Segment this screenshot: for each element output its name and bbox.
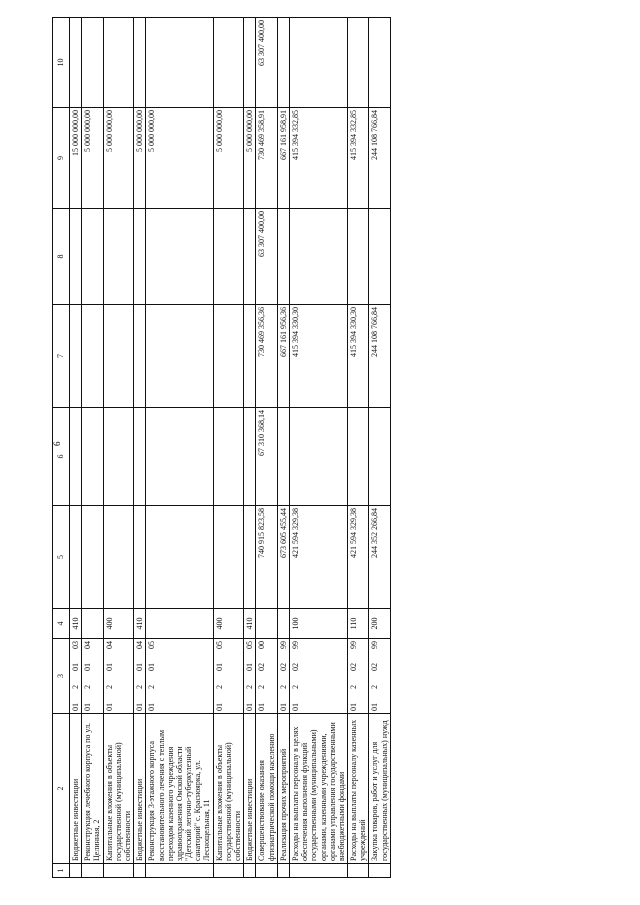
row-name: Бюджетные инвестиции [134, 714, 146, 864]
table-row [348, 18, 369, 878]
code-part: 01 [349, 703, 359, 711]
target-code [277, 639, 289, 714]
amount-c8 [82, 209, 103, 305]
amount-c10 [134, 18, 146, 108]
code-part: 01 [104, 703, 114, 711]
amount-c9: 5 000 000,00 [134, 108, 146, 209]
target-code [256, 639, 277, 714]
column-header: 8 [53, 209, 70, 305]
amount-c5 [244, 506, 256, 609]
amount-c9: 5 000 000,00 [146, 108, 213, 209]
empty-cell [244, 864, 256, 878]
row-name: Реконструкция лечебного корпуса по ул. Целинная, 2 [82, 714, 103, 864]
code-part: 01 [245, 703, 255, 711]
table-row [134, 18, 146, 878]
code-part: 00 [257, 641, 267, 649]
row-name: Реконструкция 3-этажного корпуса восстановительного лечения с теплым переходом казенного учреждения здравоохранения Омской области "Детский легочно-туберкулезный санаторий" с. Красноярка, ул. Леснощельная, 11 [146, 714, 213, 864]
amount-c8 [103, 209, 134, 305]
code-part: 01 [135, 703, 145, 711]
amount-c5: 740 915 823,58 [256, 506, 277, 609]
amount-c9: 5 000 000,00 [103, 108, 134, 209]
code-part: 2 [104, 685, 114, 689]
column-header: 5 [53, 506, 70, 609]
amount-c8 [213, 209, 244, 305]
amount-c7 [213, 305, 244, 408]
code-part: 02 [370, 663, 380, 671]
amount-c6 [369, 408, 390, 506]
code-part: 01 [245, 663, 255, 671]
amount-c8 [277, 209, 289, 305]
target-code [82, 639, 103, 714]
amount-c5: 244 352 266,84 [369, 506, 390, 609]
code-part: 01 [290, 703, 300, 711]
amount-c8 [134, 209, 146, 305]
code-part: 01 [147, 703, 157, 711]
target-code [213, 639, 244, 714]
amount-c6 [103, 408, 134, 506]
empty-cell [369, 864, 390, 878]
target-code [134, 639, 146, 714]
amount-c7 [244, 305, 256, 408]
empty-cell [213, 864, 244, 878]
column-header: 7 [53, 305, 70, 408]
header-row [53, 18, 70, 878]
empty-cell [103, 864, 134, 878]
code-part: 01 [257, 703, 267, 711]
amount-c7: 730 469 356,36 [256, 305, 277, 408]
code-part: 2 [135, 685, 145, 689]
amount-c9: 667 161 958,91 [277, 108, 289, 209]
row-name: Реализация прочих мероприятий [277, 714, 289, 864]
code-part: 01 [214, 703, 224, 711]
amount-c7 [103, 305, 134, 408]
target-code [369, 639, 390, 714]
empty-cell [70, 864, 82, 878]
amount-c7: 415 394 330,30 [348, 305, 369, 408]
code-part: 05 [214, 641, 224, 649]
amount-c10 [289, 18, 347, 108]
column-header: 10 [53, 18, 70, 108]
target-code [103, 639, 134, 714]
budget-table-rotated [52, 18, 607, 878]
empty-cell [82, 864, 103, 878]
code-part: 2 [349, 685, 359, 689]
amount-c6 [70, 408, 82, 506]
amount-c9: 415 394 332,85 [289, 108, 347, 209]
expense-kind: 410 [134, 609, 146, 639]
code-part: 2 [245, 685, 255, 689]
amount-c5 [134, 506, 146, 609]
amount-c10 [146, 18, 213, 108]
amount-c5 [70, 506, 82, 609]
code-part: 99 [290, 641, 300, 649]
expense-kind: 100 [289, 609, 347, 639]
code-part: 2 [278, 685, 288, 689]
page-number: 6 [52, 441, 62, 446]
column-header: 3 [53, 639, 70, 714]
code-part: 2 [83, 685, 93, 689]
row-name: Расходы на выплаты персоналу в целях обеспечения выполнения функций государственными (муниципальными) органами, казенными учреждениями, органами управления государственными внебюджетными фондами [289, 714, 347, 864]
amount-c9: 5 000 000,00 [82, 108, 103, 209]
expense-kind: 200 [369, 609, 390, 639]
amount-c5 [213, 506, 244, 609]
amount-c8 [348, 209, 369, 305]
budget-table [52, 17, 391, 878]
amount-c9: 15 000 000,00 [70, 108, 82, 209]
amount-c7 [134, 305, 146, 408]
table-row [256, 18, 277, 878]
amount-c8 [244, 209, 256, 305]
row-name: Бюджетные инвестиции [70, 714, 82, 864]
amount-c5 [146, 506, 213, 609]
column-header: 4 [53, 609, 70, 639]
expense-kind [82, 609, 103, 639]
table-row [277, 18, 289, 878]
code-part: 04 [83, 641, 93, 649]
code-part: 01 [71, 703, 80, 711]
expense-kind: 400 [213, 609, 244, 639]
row-name: Закупка товаров, работ и услуг для государственных (муниципальных) нужд [369, 714, 390, 864]
code-part: 01 [83, 663, 93, 671]
target-code [70, 639, 82, 714]
amount-c10 [369, 18, 390, 108]
amount-c8 [369, 209, 390, 305]
amount-c7: 244 108 766,84 [369, 305, 390, 408]
amount-c6 [213, 408, 244, 506]
amount-c9: 5 000 000,00 [244, 108, 256, 209]
empty-cell [289, 864, 347, 878]
code-part: 05 [245, 641, 255, 649]
empty-cell [256, 864, 277, 878]
table-row [244, 18, 256, 878]
expense-kind [277, 609, 289, 639]
table-row [369, 18, 390, 878]
amount-c6 [146, 408, 213, 506]
amount-c5: 421 594 329,38 [289, 506, 347, 609]
code-part: 01 [104, 663, 114, 671]
amount-c9: 730 469 358,91 [256, 108, 277, 209]
amount-c6 [289, 408, 347, 506]
code-part: 2 [71, 685, 80, 689]
amount-c10 [213, 18, 244, 108]
amount-c6 [134, 408, 146, 506]
row-name: Совершенствование оказания фтизиатрической помощи населению [256, 714, 277, 864]
code-part: 2 [214, 685, 224, 689]
amount-c8 [70, 209, 82, 305]
column-header: 1 [53, 864, 70, 878]
code-part: 99 [278, 641, 288, 649]
amount-c8: 63 307 400,00 [256, 209, 277, 305]
code-part: 2 [147, 685, 157, 689]
code-part: 99 [370, 641, 380, 649]
table-row [213, 18, 244, 878]
amount-c10 [348, 18, 369, 108]
amount-c6 [244, 408, 256, 506]
target-code [244, 639, 256, 714]
amount-c10: 63 307 400,00 [256, 18, 277, 108]
code-part: 04 [135, 641, 145, 649]
code-part: 01 [71, 663, 80, 671]
amount-c7 [82, 305, 103, 408]
code-part: 01 [214, 663, 224, 671]
amount-c5: 421 594 329,38 [348, 506, 369, 609]
column-header: 6 [53, 408, 70, 506]
expense-kind: 410 [244, 609, 256, 639]
amount-c10 [277, 18, 289, 108]
target-code [289, 639, 347, 714]
amount-c9: 5 000 000,00 [213, 108, 244, 209]
code-part: 03 [71, 641, 80, 649]
amount-c9: 244 108 766,84 [369, 108, 390, 209]
column-header: 9 [53, 108, 70, 209]
row-name: Капитальные вложения в объекты государственной (муниципальной) собственности [213, 714, 244, 864]
table-row [70, 18, 82, 878]
code-part: 05 [147, 641, 157, 649]
code-part: 99 [349, 641, 359, 649]
code-part: 02 [257, 663, 267, 671]
table-row [289, 18, 347, 878]
table-row [103, 18, 134, 878]
amount-c9: 415 394 332,85 [348, 108, 369, 209]
amount-c8 [146, 209, 213, 305]
code-part: 04 [104, 641, 114, 649]
table-row [146, 18, 213, 878]
code-part: 02 [290, 663, 300, 671]
code-part: 01 [278, 703, 288, 711]
amount-c7 [70, 305, 82, 408]
empty-cell [348, 864, 369, 878]
code-part: 01 [370, 703, 380, 711]
amount-c10 [70, 18, 82, 108]
amount-c6: 67 310 368,14 [256, 408, 277, 506]
code-part: 01 [135, 663, 145, 671]
expense-kind [146, 609, 213, 639]
amount-c7 [146, 305, 213, 408]
code-part: 02 [349, 663, 359, 671]
expense-kind: 400 [103, 609, 134, 639]
amount-c6 [277, 408, 289, 506]
amount-c6 [348, 408, 369, 506]
amount-c5: 673 605 455,44 [277, 506, 289, 609]
expense-kind: 110 [348, 609, 369, 639]
column-header: 2 [53, 714, 70, 864]
row-name: Капитальные вложения в объекты государственной (муниципальной) собственности [103, 714, 134, 864]
amount-c5 [82, 506, 103, 609]
amount-c6 [82, 408, 103, 506]
amount-c10 [244, 18, 256, 108]
amount-c7: 415 394 330,30 [289, 305, 347, 408]
code-part: 2 [290, 685, 300, 689]
empty-cell [134, 864, 146, 878]
target-code [146, 639, 213, 714]
row-name: Бюджетные инвестиции [244, 714, 256, 864]
amount-c7: 667 161 956,36 [277, 305, 289, 408]
empty-cell [277, 864, 289, 878]
expense-kind [256, 609, 277, 639]
code-part: 01 [147, 663, 157, 671]
expense-kind: 410 [70, 609, 82, 639]
target-code [348, 639, 369, 714]
empty-cell [146, 864, 213, 878]
code-part: 01 [83, 703, 93, 711]
code-part: 02 [278, 663, 288, 671]
code-part: 2 [370, 685, 380, 689]
amount-c8 [289, 209, 347, 305]
row-name: Расходы на выплаты персоналу казенных учреждений [348, 714, 369, 864]
amount-c5 [103, 506, 134, 609]
amount-c10 [103, 18, 134, 108]
table-row [82, 18, 103, 878]
amount-c10 [82, 18, 103, 108]
code-part: 2 [257, 685, 267, 689]
